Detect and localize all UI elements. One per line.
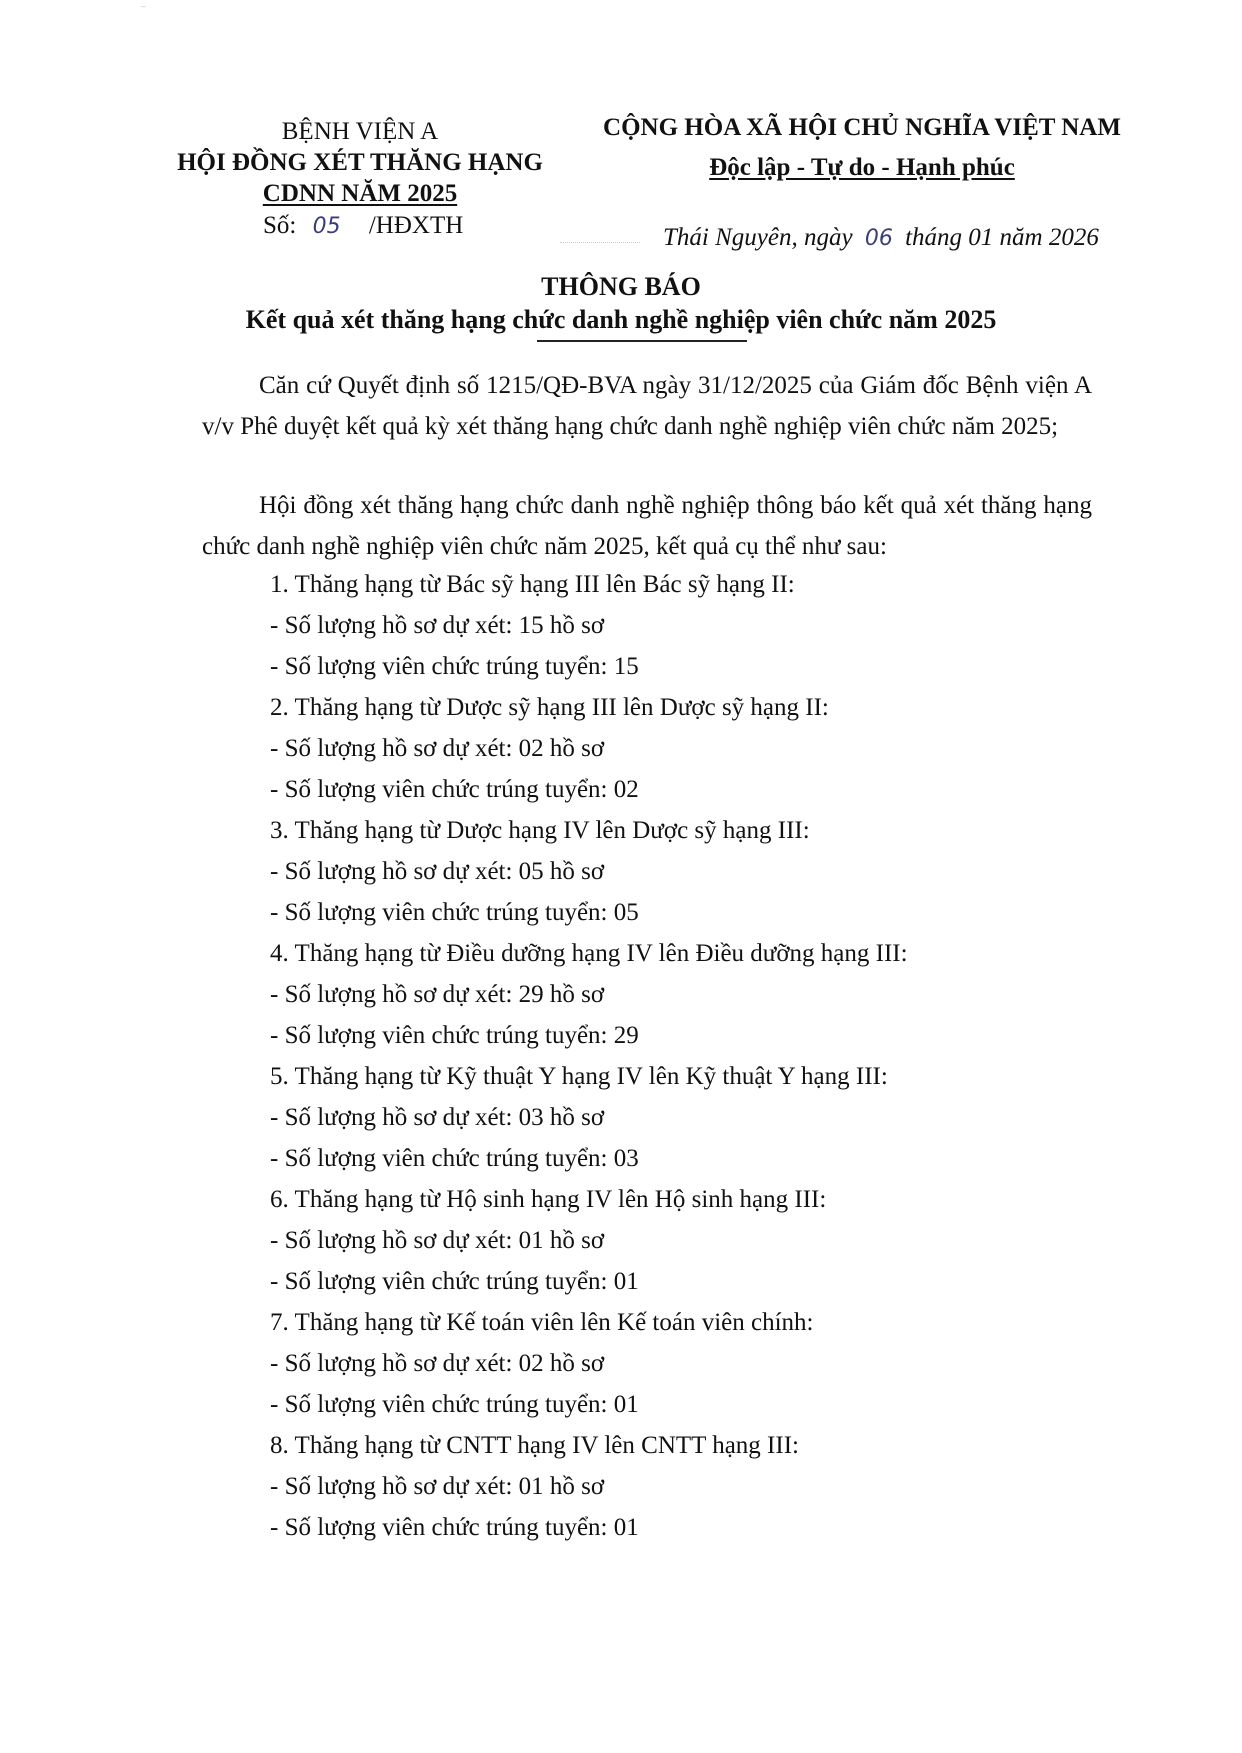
number-label: Số: bbox=[263, 212, 297, 239]
item-applicants: - Số lượng hồ sơ dự xét: 01 hồ sơ bbox=[270, 1473, 605, 1500]
number-value: 05 bbox=[312, 214, 341, 239]
item-passed: - Số lượng viên chức trúng tuyển: 03 bbox=[270, 1145, 639, 1172]
item-heading: 2. Thăng hạng từ Dược sỹ hạng III lên Dược sỹ hạng II: bbox=[270, 694, 829, 721]
item-heading: 8. Thăng hạng từ CNTT hạng IV lên CNTT hạng III: bbox=[270, 1432, 799, 1459]
paragraph-legal-basis: Căn cứ Quyết định số 1215/QĐ-BVA ngày 31/12/2025 của Giám đốc Bệnh viện A v/v Phê duyệt kết quả kỳ xét thăng hạng chức danh nghề nghiệp viên chức năm 2025; bbox=[202, 372, 1092, 440]
notice-title: THÔNG BÁO bbox=[541, 272, 701, 301]
nation-motto: Độc lập - Tự do - Hạnh phúc bbox=[709, 154, 1015, 181]
item-heading: 3. Thăng hạng từ Dược hạng IV lên Dược sỹ hạng III: bbox=[270, 817, 810, 844]
organization-header bbox=[160, 116, 560, 209]
paragraph-announcement: Hội đồng xét thăng hạng chức danh nghề nghiệp thông báo kết quả xét thăng hạng chức danh nghề nghiệp viên chức năm 2025, kết quả cụ thể như sau: bbox=[202, 492, 1092, 560]
item-passed: - Số lượng viên chức trúng tuyển: 01 bbox=[270, 1391, 639, 1418]
item-applicants: - Số lượng hồ sơ dự xét: 02 hồ sơ bbox=[270, 1350, 605, 1377]
org-line-year: CDNN NĂM 2025 bbox=[262, 180, 458, 207]
date-day: 06 bbox=[864, 226, 893, 251]
item-passed: - Số lượng viên chức trúng tuyển: 05 bbox=[270, 899, 639, 926]
scan-dotted-line bbox=[560, 242, 640, 244]
document-number bbox=[263, 212, 463, 240]
org-line-hospital: BỆNH VIỆN A bbox=[281, 118, 439, 145]
document-date bbox=[663, 224, 1099, 252]
item-applicants: - Số lượng hồ sơ dự xét: 02 hồ sơ bbox=[270, 735, 605, 762]
notice-subtitle: Kết quả xét thăng hạng chức danh nghề nghiệp viên chức năm 2025 bbox=[245, 305, 997, 334]
item-applicants: - Số lượng hồ sơ dự xét: 03 hồ sơ bbox=[270, 1104, 605, 1131]
item-passed: - Số lượng viên chức trúng tuyển: 15 bbox=[270, 653, 639, 680]
nation-title: CỘNG HÒA XÃ HỘI CHỦ NGHĨA VIỆT NAM bbox=[603, 114, 1121, 141]
date-suffix: tháng 01 năm 2026 bbox=[905, 224, 1099, 251]
scan-artifact: ⁻ bbox=[140, 2, 147, 16]
number-suffix: /HĐXTH bbox=[368, 212, 464, 239]
item-passed: - Số lượng viên chức trúng tuyển: 29 bbox=[270, 1022, 639, 1049]
item-heading: 5. Thăng hạng từ Kỹ thuật Y hạng IV lên Kỹ thuật Y hạng III: bbox=[270, 1063, 888, 1090]
item-passed: - Số lượng viên chức trúng tuyển: 01 bbox=[270, 1514, 639, 1541]
item-heading: 1. Thăng hạng từ Bác sỹ hạng III lên Bác sỹ hạng II: bbox=[270, 571, 795, 598]
item-applicants: - Số lượng hồ sơ dự xét: 29 hồ sơ bbox=[270, 981, 605, 1008]
title-underline bbox=[537, 340, 747, 342]
item-passed: - Số lượng viên chức trúng tuyển: 01 bbox=[270, 1268, 639, 1295]
date-prefix: Thái Nguyên, ngày bbox=[663, 224, 853, 251]
item-passed: - Số lượng viên chức trúng tuyển: 02 bbox=[270, 776, 639, 803]
item-heading: 4. Thăng hạng từ Điều dưỡng hạng IV lên Điều dưỡng hạng III: bbox=[270, 940, 908, 967]
org-line-council: HỘI ĐỒNG XÉT THĂNG HẠNG bbox=[177, 149, 543, 176]
item-applicants: - Số lượng hồ sơ dự xét: 15 hồ sơ bbox=[270, 612, 605, 639]
national-header bbox=[582, 112, 1142, 183]
item-heading: 7. Thăng hạng từ Kế toán viên lên Kế toán viên chính: bbox=[270, 1309, 814, 1336]
item-applicants: - Số lượng hồ sơ dự xét: 05 hồ sơ bbox=[270, 858, 605, 885]
item-heading: 6. Thăng hạng từ Hộ sinh hạng IV lên Hộ sinh hạng III: bbox=[270, 1186, 827, 1213]
item-applicants: - Số lượng hồ sơ dự xét: 01 hồ sơ bbox=[270, 1227, 605, 1254]
